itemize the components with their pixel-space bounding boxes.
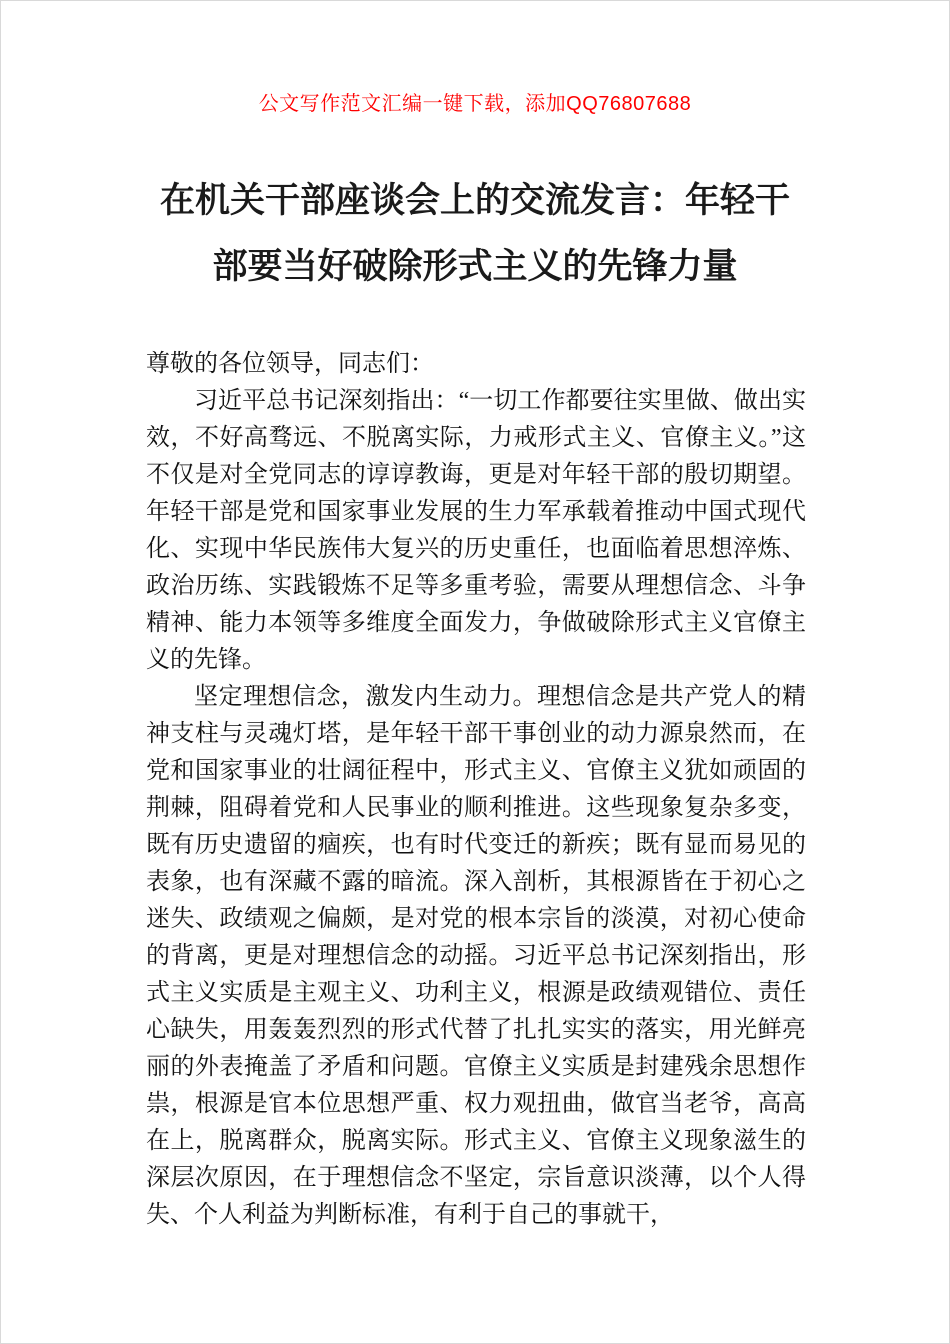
document-title-line2: 部要当好破除形式主义的先锋力量: [212, 247, 738, 286]
document-body: [1, 346, 949, 1234]
salutation: 尊敬的各位领导，同志们：: [146, 351, 434, 377]
paragraph: 坚定理想信念，激发内生动力。理想信念是共产党人的精神支柱与灵魂灯塔，是年轻干部干事创业的动力源泉然而，在党和国家事业的壮阔征程中，形式主义、官僚主义犹如顽固的荆棘，阻碍着党和人民事业的顺利推进。这些现象复杂多变，既有历史遗留的痼疾，也有时代变迁的新疾；既有显而易见的表象，也有深藏不露的暗流。深入剖析，其根源皆在于初心之迷失、政绩观之偏颇，是对党的根本宗旨的淡漠，对初心使命的背离，更是对理想信念的动摇。习近平总书记深刻指出，形式主义实质是主观主义、功利主义，根源是政绩观错位、责任心缺失，用轰轰烈烈的形式代替了扎扎实实的落实，用光鲜亮丽的外表掩盖了矛盾和问题。官僚主义实质是封建残余思想作祟，根源是官本位思想严重、权力观扭曲，做官当老爷，高高在上，脱离群众，脱离实际。形式主义、官僚主义现象滋生的深层次原因，在于理想信念不坚定，宗旨意识淡薄，以个人得失、个人利益为判断标准，有利于自己的事就干，: [146, 684, 806, 1228]
document-title-line1: 在机关干部座谈会上的交流发言：年轻干: [159, 181, 790, 220]
document-title: [1, 168, 949, 300]
header-notice: 公文写作范文汇编一键下载，添加QQ76807688: [258, 93, 692, 115]
paragraph: 习近平总书记深刻指出：“一切工作都要往实里做、做出实效，不好高骛远、不脱离实际，力戒形式主义、官僚主义。”这不仅是对全党同志的谆谆教诲，更是对年轻干部的殷切期望。年轻干部是党和国家事业发展的生力军承载着推动中国式现代化、实现中华民族伟大复兴的历史重任，也面临着思想淬炼、政治历练、实践锻炼不足等多重考验，需要从理想信念、斗争精神、能力本领等多维度全面发力，争做破除形式主义官僚主义的先锋。: [146, 388, 806, 673]
